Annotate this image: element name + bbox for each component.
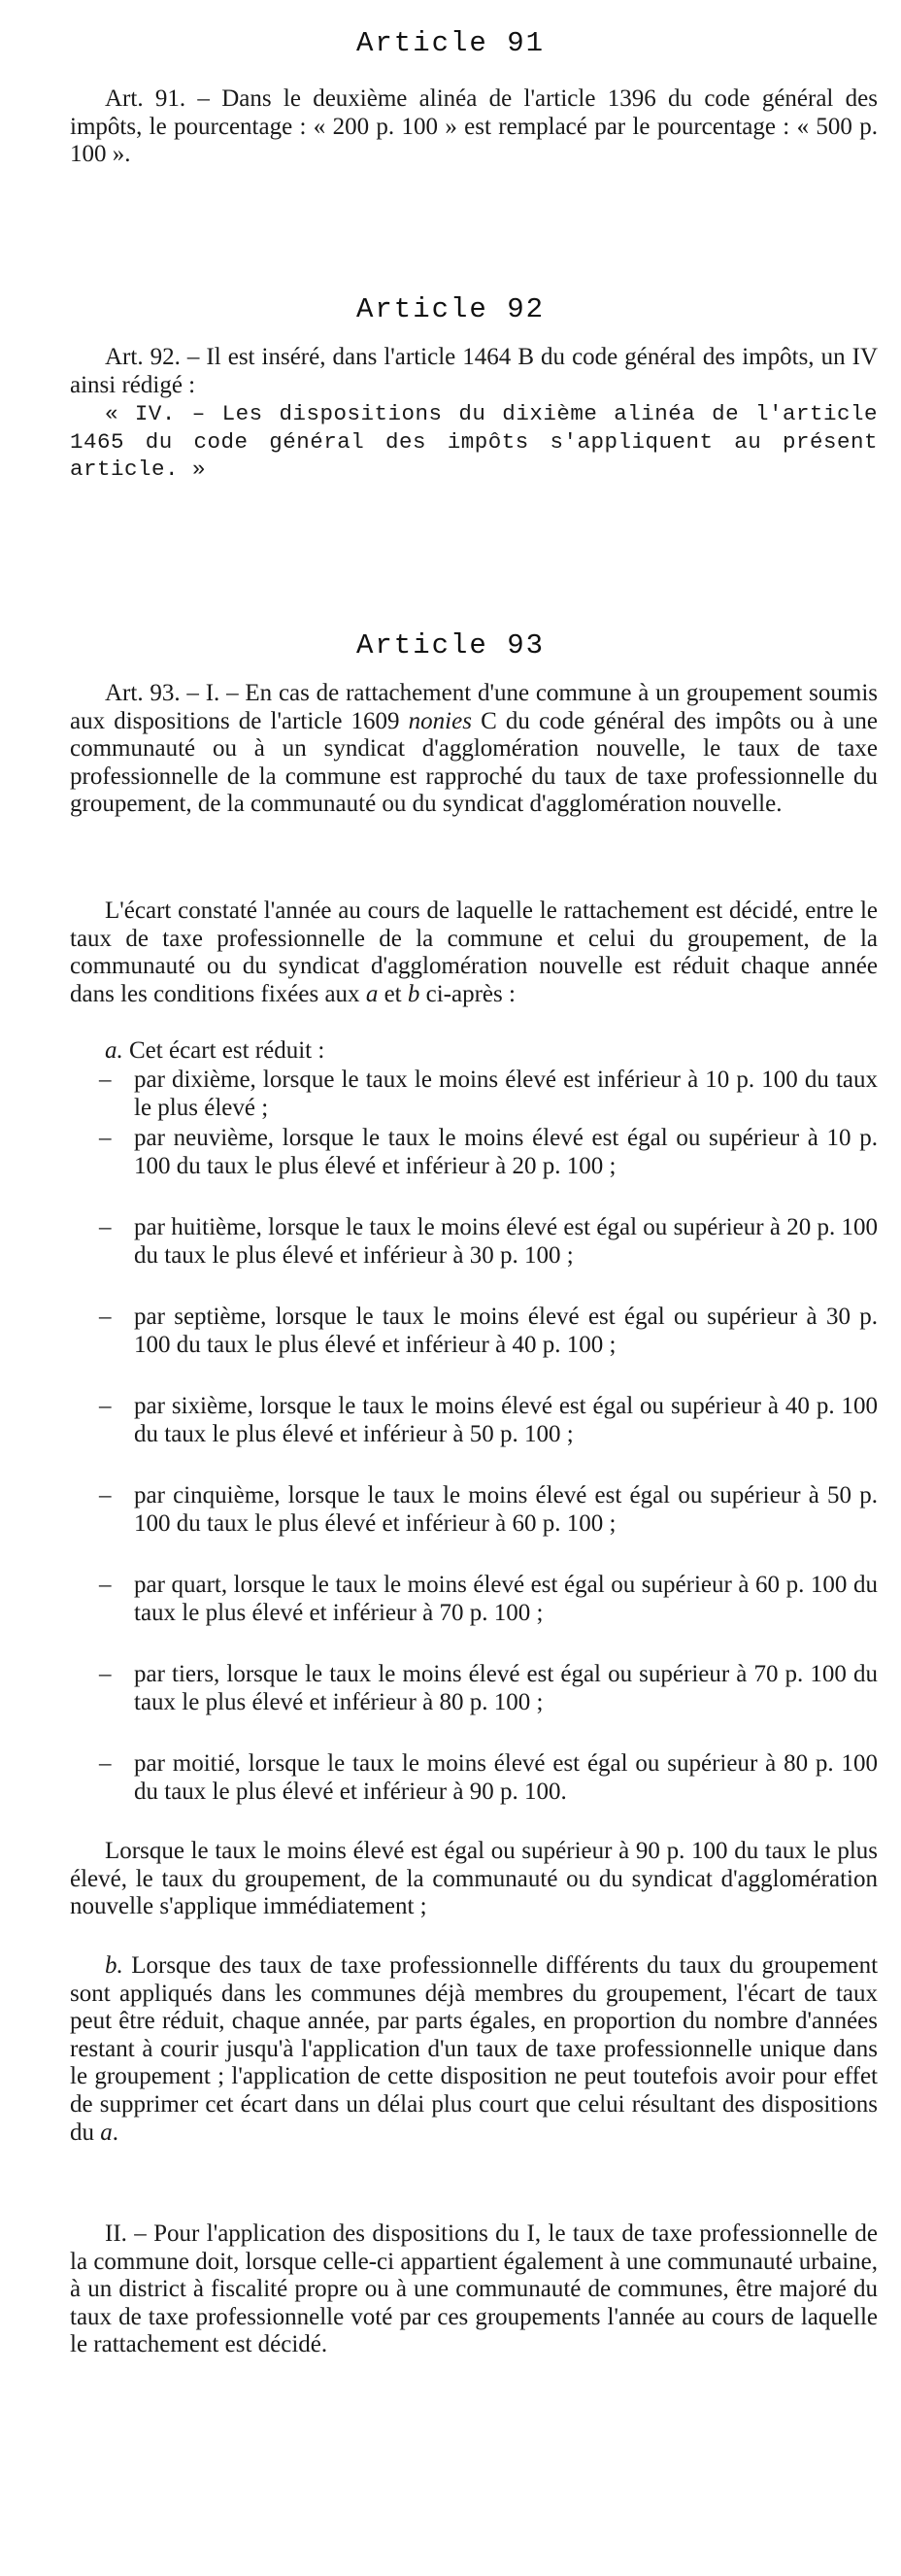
- list-item-text: par neuvième, lorsque le taux le moins élevé est égal ou supérieur à 10 p. 100 du taux le plus élevé et inférieur à 20 p. 100 ;: [134, 1125, 878, 1179]
- ecart-text: L'écart constaté l'année au cours de laquelle le rattachement est décidé, entre le taux de taxe professionnelle de la commune et celui du groupement, de la communauté ou du syndicat d'agglomération nouvelle est réduit chaque année dans les conditions fixées aux: [70, 898, 878, 1007]
- list-item-text: par quart, lorsque le taux le moins élevé est égal ou supérieur à 60 p. 100 du taux le plus élevé et inférieur à 70 p. 100 ;: [134, 1572, 878, 1626]
- article-93-heading: Article 93: [355, 629, 546, 661]
- dash-marker: –: [99, 1661, 112, 1687]
- subsection-b-label: b.: [105, 1952, 123, 1979]
- ecart-et: et: [384, 980, 402, 1007]
- intro-italic-nonies: nonies: [408, 707, 472, 734]
- dash-marker: –: [99, 1067, 112, 1093]
- list-item: [99, 1125, 878, 1180]
- list-item: [99, 1482, 878, 1538]
- list-item-text: par cinquième, lorsque le taux le moins élevé est égal ou supérieur à 50 p. 100 du taux le plus élevé et inférieur à 60 p. 100 ;: [134, 1482, 878, 1537]
- list-item: [99, 1572, 878, 1627]
- list-item: [99, 1393, 878, 1448]
- ecart-after: ci-après :: [425, 980, 516, 1007]
- list-item-text: par septième, lorsque le taux le moins élevé est égal ou supérieur à 30 p. 100 du taux le plus élevé et inférieur à 40 p. 100 ;: [134, 1304, 878, 1358]
- list-item: [99, 1750, 878, 1806]
- intro-text-start: Art. 93. – I. – En cas de rattachement d'une commune à un groupement soumis aux dispositions de l'article 1609: [70, 680, 878, 734]
- subsection-b-text: Lorsque des taux de taxe professionnelle différents du taux du groupement sont appliqués dans les communes déjà membres du groupement, l'écart de taux peut être réduit, chaque année, par parts égales, en proportion du nombre d'années restant à courir jusqu'à l'application d'un taux de taxe professionnelle unique dans le groupement ; l'application de cette disposition ne peut toutefois avoir pour effet de supprimer cet écart dans un délai plus court que celui résultant des dispositions du: [70, 1952, 879, 2146]
- list-item: [99, 1214, 878, 1270]
- dash-marker: –: [99, 1304, 112, 1330]
- article-92-quoted-paragraph: « IV. – Les dispositions du dixième alinéa de l'article 1465 du code général des impôts s'appliquent au présent article. »: [70, 401, 878, 483]
- immediate-application-paragraph: Lorsque le taux le moins élevé est égal ou supérieur à 90 p. 100 du taux le plus élevé, le taux du groupement, de la communauté ou du syndicat d'agglomération nouvelle s'applique immédiatement ;: [70, 1838, 878, 1920]
- article-91-paragraph: Art. 91. – Dans le deuxième alinéa de l'article 1396 du code général des impôts, le pourcentage : « 200 p. 100 » est remplacé par le pourcentage : « 500 p. 100 ».: [70, 85, 878, 168]
- ecart-ref-a: a: [365, 980, 379, 1007]
- subsection-b-paragraph: [70, 1952, 878, 2147]
- section-ii-paragraph: II. – Pour l'application des dispositions du I, le taux de taxe professionnelle de la commune doit, lorsque celle-ci appartient également à une communauté urbaine, à un district à fiscalité propre ou à une communauté de communes, être majoré du taux de taxe professionnelle voté par ces groupements l'année au cours de laquelle le rattachement est décidé.: [70, 2220, 878, 2358]
- dash-marker: –: [99, 1214, 112, 1240]
- dash-marker: –: [99, 1125, 112, 1151]
- list-item-text: par huitième, lorsque le taux le moins élevé est égal ou supérieur à 20 p. 100 du taux le plus élevé et inférieur à 30 p. 100 ;: [134, 1214, 878, 1269]
- intro-text-end: C du code général des impôts ou à une communauté ou à un syndicat d'agglomération nouvelle, le taux de taxe professionnelle de la commune est rapproché du taux de taxe professionnelle du groupement, de la communauté ou du syndicat d'agglomération nouvelle.: [70, 707, 879, 818]
- article-93-section-i-paragraph: [70, 680, 878, 819]
- list-item-text: par tiers, lorsque le taux le moins élevé est égal ou supérieur à 70 p. 100 du taux le plus élevé et inférieur à 80 p. 100 ;: [134, 1661, 878, 1715]
- ecart-ref-b: b: [407, 980, 420, 1007]
- article-91-heading: Article 91: [355, 27, 546, 59]
- dash-marker: –: [99, 1750, 112, 1777]
- article-92-paragraph: Art. 92. – Il est inséré, dans l'article 1464 B du code général des impôts, un IV ainsi rédigé :: [70, 344, 878, 398]
- dash-marker: –: [99, 1482, 112, 1508]
- subsection-a-label: a.: [105, 1037, 123, 1064]
- subsection-a-text: Cet écart est réduit :: [129, 1037, 325, 1064]
- list-item-text: par moitié, lorsque le taux le moins élevé est égal ou supérieur à 80 p. 100 du taux le plus élevé et inférieur à 90 p. 100.: [134, 1750, 878, 1805]
- subsection-b-end: .: [112, 2118, 118, 2146]
- list-item-text: par sixième, lorsque le taux le moins élevé est égal ou supérieur à 40 p. 100 du taux le plus élevé et inférieur à 50 p. 100 ;: [134, 1393, 878, 1447]
- article-92-heading: Article 92: [355, 293, 546, 325]
- dash-marker: –: [99, 1393, 112, 1419]
- subsection-a-intro: [70, 1037, 878, 1066]
- dash-marker: –: [99, 1572, 112, 1598]
- list-item-text: par dixième, lorsque le taux le moins élevé est inférieur à 10 p. 100 du taux le plus élevé ;: [134, 1067, 878, 1121]
- list-item: [99, 1304, 878, 1359]
- list-item: [99, 1067, 878, 1122]
- subsection-b-ref-a: a: [100, 2118, 113, 2146]
- list-item: [99, 1661, 878, 1716]
- ecart-paragraph: [70, 898, 878, 1008]
